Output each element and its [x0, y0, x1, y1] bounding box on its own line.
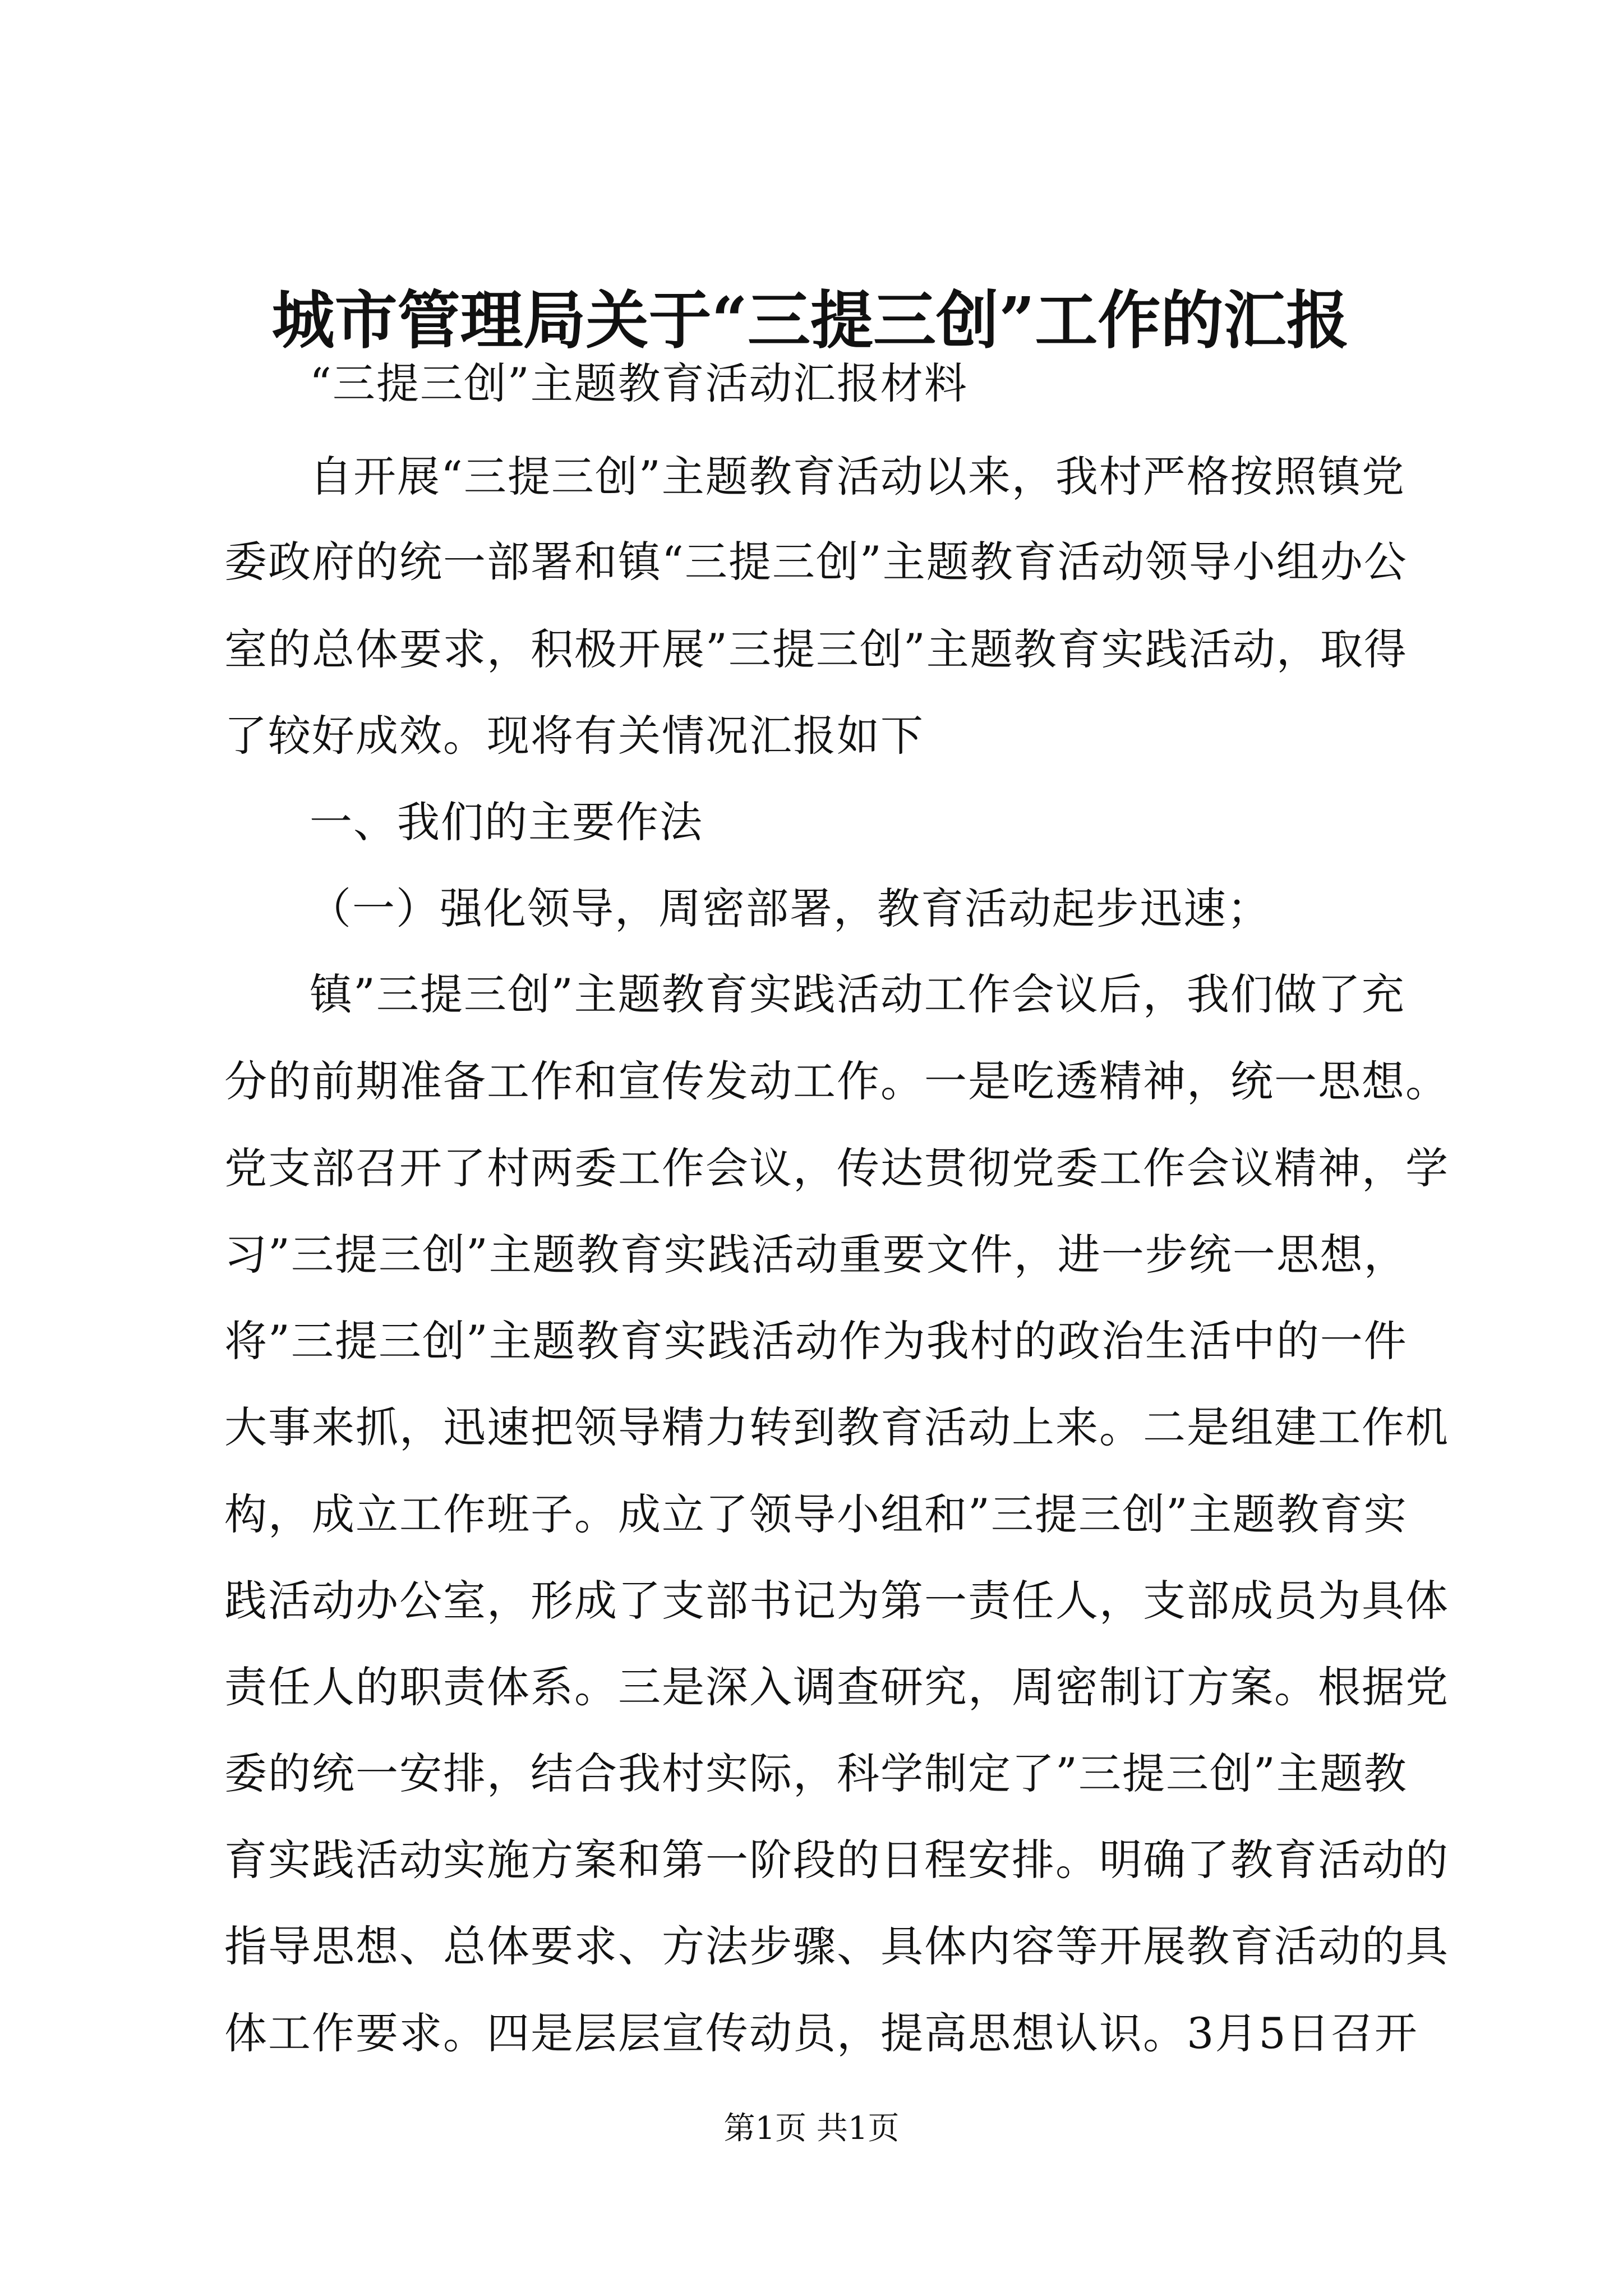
body-line: 分的前期准备工作和宣传发动工作。一是吃透精神，统一思想。 [224, 1056, 1449, 1106]
body-line: 委的统一安排，结合我村实际，科学制定了”三提三创”主题教 [224, 1749, 1408, 1798]
body-line: 习”三提三创”主题教育实践活动重要文件，进一步统一思想， [224, 1230, 1408, 1280]
body-line: 大事来抓，迅速把领导精力转到教育活动上来。二是组建工作机 [224, 1402, 1449, 1452]
body-line: 育实践活动实施方案和第一阶段的日程安排。明确了教育活动的 [224, 1835, 1449, 1885]
body-line: 镇”三提三创”主题教育实践活动工作会议后，我们做了充 [310, 969, 1405, 1019]
subsection-heading: （一）强化领导，周密部署，教育活动起步迅速； [308, 884, 1271, 933]
subtitle-line: “三提三创”主题教育活动汇报材料 [310, 358, 968, 408]
body-line: 体工作要求。四是层层宣传动员，提高思想认识。3月5日召开 [224, 2008, 1418, 2058]
document-title: 城市管理局关于“三提三创”工作的汇报 [271, 284, 1349, 357]
section-heading: 一、我们的主要作法 [310, 797, 703, 847]
body-line: 室的总体要求，积极开展”三提三创”主题教育实践活动，取得 [224, 624, 1408, 674]
page-footer: 第1页 共1页 [723, 2110, 900, 2147]
body-line: 了较好成效。现将有关情况汇报如下 [224, 711, 924, 761]
body-line: 将”三提三创”主题教育实践活动作为我村的政治生活中的一件 [224, 1316, 1408, 1366]
body-line: 自开展“三提三创”主题教育活动以来，我村严格按照镇党 [310, 452, 1405, 501]
body-line: 指导思想、总体要求、方法步骤、具体内容等开展教育活动的具 [224, 1921, 1449, 1971]
body-line: 党支部召开了村两委工作会议，传达贯彻党委工作会议精神，学 [224, 1143, 1449, 1193]
body-line: 践活动办公室，形成了支部书记为第一责任人，支部成员为具体 [224, 1576, 1449, 1626]
body-line: 构，成立工作班子。成立了领导小组和”三提三创”主题教育实 [224, 1489, 1408, 1539]
body-line: 委政府的统一部署和镇“三提三创”主题教育活动领导小组办公 [224, 537, 1408, 587]
body-line: 责任人的职责体系。三是深入调查研究，周密制订方案。根据党 [224, 1662, 1449, 1712]
